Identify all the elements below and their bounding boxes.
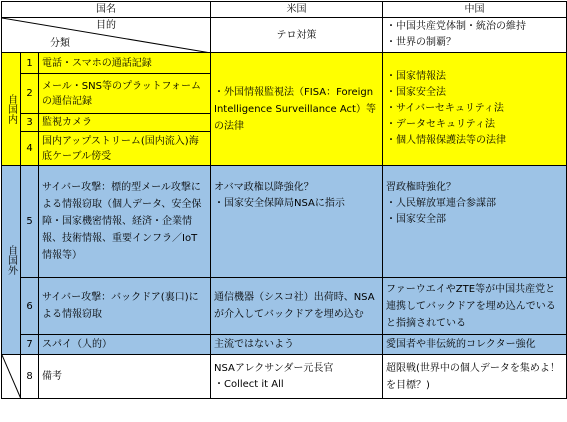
category-label: 分類 <box>50 38 70 49</box>
row-number: 6 <box>21 278 39 335</box>
foreign-row-7 <box>2 335 567 355</box>
domestic-cn <box>383 53 567 166</box>
row-number: 3 <box>21 114 39 132</box>
row-text: スパイ（人的） <box>39 335 211 355</box>
header-country-label: 国名 <box>2 2 211 18</box>
foreign-cn-5-line-2: ・人民解放軍連合参謀部 <box>386 198 496 209</box>
row-number: 1 <box>21 53 39 74</box>
domestic-row-1 <box>2 53 567 74</box>
header-row-purpose <box>2 18 567 53</box>
row-number: 7 <box>21 335 39 355</box>
row-number: 2 <box>21 74 39 114</box>
purpose-label: 目的 <box>96 20 116 31</box>
row-text: 電話・スマホの通話記録 <box>39 53 211 74</box>
header-cn: 中国 <box>383 2 567 18</box>
row-text: サイバー攻撃：標的型メール攻撃による情報窃取（個人データ、安全保障・国家機密情報、経済・企業情報、技術情報、重要インフラ／IoT情報等） <box>39 166 211 278</box>
domestic-us: ・外国情報監視法（FISA：Foreign Intelligence Surveillance Act）等の法律 <box>211 53 383 166</box>
header-us: 米国 <box>211 2 383 18</box>
foreign-us-7: 主流ではないよう <box>211 335 383 355</box>
foreign-cn-5 <box>383 166 567 278</box>
notes-us <box>211 355 383 399</box>
cn-purpose-line-2: ・世界の制覇？ <box>386 37 456 48</box>
foreign-label: 自国外 <box>2 166 21 355</box>
us-purpose: テロ対策 <box>211 18 383 53</box>
foreign-cn-5-line-3: ・国家安全部 <box>386 214 446 225</box>
notes-cn: 超限戦(世界中の個人データを集めよ！を目標？) <box>383 355 567 399</box>
foreign-us-5-line-1: オバマ政権以降強化？ <box>214 182 314 193</box>
row-number: 8 <box>21 355 39 399</box>
purpose-category-cell <box>2 18 211 53</box>
foreign-us-5 <box>211 166 383 278</box>
domestic-cn-line-1: ・国家情報法 <box>386 71 446 82</box>
foreign-row-6 <box>2 278 567 335</box>
foreign-us-5-line-2: ・国家安全保障局NSAに指示 <box>214 198 345 209</box>
domestic-cn-line-2: ・国家安全法 <box>386 87 446 98</box>
domestic-cn-line-3: ・サイバーセキュリティ法 <box>386 103 504 114</box>
foreign-cn-7: 愛国者や非伝統的コレクター強化 <box>383 335 567 355</box>
row-number: 4 <box>21 132 39 166</box>
notes-us-line-2: ・Collect it All <box>214 378 284 390</box>
comparison-table <box>1 1 567 399</box>
row-text: 監視カメラ <box>39 114 211 132</box>
notes-label: 備考 <box>39 355 211 399</box>
row-number: 5 <box>21 166 39 278</box>
header-row-country <box>2 2 567 18</box>
notes-blank-cell <box>2 355 21 399</box>
foreign-us-6: 通信機器（シスコ社）出荷時、NSAが介入してバックドアを埋め込む <box>211 278 383 335</box>
diagonal-line <box>2 355 21 399</box>
row-text: 国内アップストリーム(国内流入)海底ケーブル傍受 <box>39 132 211 166</box>
cn-purpose <box>383 18 567 53</box>
notes-row <box>2 355 567 399</box>
domestic-cn-line-5: ・個人情報保護法等の法律 <box>386 135 506 146</box>
foreign-row-5 <box>2 166 567 278</box>
row-text: メール・SNS等のプラットフォームの通信記録 <box>39 74 211 114</box>
foreign-cn-5-line-1: 習政権時強化？ <box>386 182 456 193</box>
cn-purpose-line-1: ・中国共産党体制・統治の維持 <box>386 21 526 32</box>
row-text: サイバー攻撃：バックドア(裏口)による情報窃取 <box>39 278 211 335</box>
notes-us-line-1: NSAアレクサンダー元長官 <box>214 362 334 374</box>
foreign-cn-6: ファーウエイやZTE等が中国共産党と連携してバックドアを埋め込んでいると指摘されている <box>383 278 567 335</box>
domestic-cn-line-4: ・データセキュリティ法 <box>386 119 495 130</box>
domestic-label: 自国内 <box>2 53 21 166</box>
